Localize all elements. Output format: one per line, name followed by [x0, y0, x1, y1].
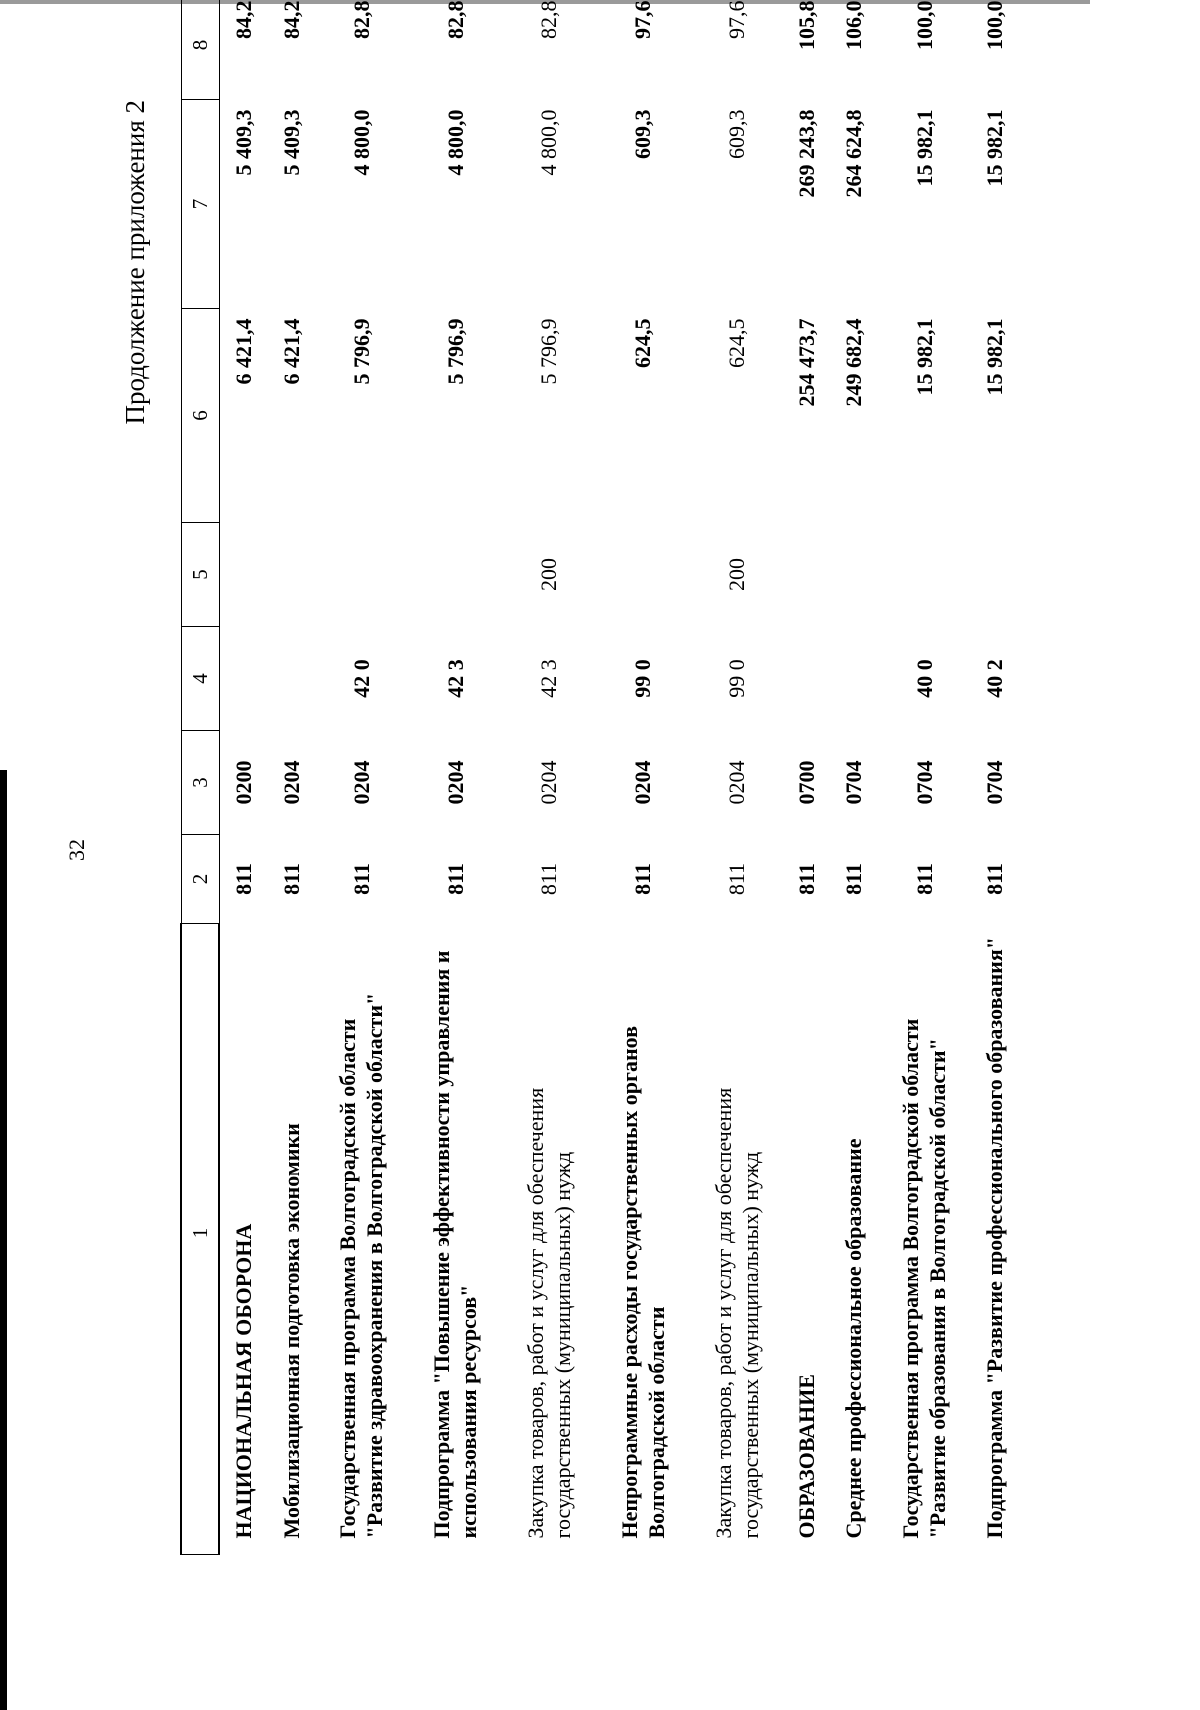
- continuation-label: Продолжение приложения 2: [120, 100, 150, 425]
- cell-col-3: 0704: [911, 760, 937, 805]
- cell-col-4: [268, 627, 315, 731]
- cell-col-8: 105,8: [794, 0, 820, 50]
- cell-col-3: 0204: [442, 760, 468, 805]
- cell-col-3: 0204: [536, 760, 562, 805]
- table-row: [502, 0, 596, 1555]
- cell-col-7: 5 409,3: [231, 109, 257, 176]
- cell-col-6: 254 473,7: [794, 318, 820, 407]
- row-label: Подпрограмма "Развитие профессионального образования": [981, 937, 1007, 1539]
- cell-col-8: 100,0: [981, 0, 1007, 50]
- cell-col-4: [783, 627, 830, 731]
- cell-col-4: 42 3: [442, 659, 468, 698]
- cell-col-6: 624,5: [630, 318, 656, 368]
- cell-col-6: 6 421,4: [278, 318, 304, 385]
- table-row: [690, 0, 784, 1555]
- cell-col-2: 811: [981, 863, 1007, 895]
- row-label: Закупка товаров, работ и услуг для обеспечения государственных (муниципальных) нужд: [522, 1087, 575, 1539]
- table-header-row: [181, 0, 219, 1555]
- cell-col-5: [219, 523, 268, 627]
- cell-col-2: 811: [231, 863, 257, 895]
- cell-col-2: 811: [348, 863, 374, 895]
- cell-col-8: 82,8: [348, 0, 374, 39]
- cell-col-5: 200: [724, 558, 750, 591]
- cell-col-7: 4 800,0: [536, 109, 562, 176]
- cell-col-2: 811: [841, 863, 867, 895]
- table-row: [315, 0, 409, 1555]
- cell-col-3: 0204: [278, 760, 304, 805]
- row-label: ОБРАЗОВАНИЕ: [794, 1374, 820, 1539]
- cell-col-4: 99 0: [724, 659, 750, 698]
- cell-col-6: 5 796,9: [348, 318, 374, 385]
- cell-col-3: 0704: [841, 760, 867, 805]
- header-col-1: 1: [181, 924, 219, 1555]
- table-row: [830, 0, 877, 1555]
- header-col-3: 3: [181, 731, 219, 835]
- cell-col-8: 84,2: [278, 0, 304, 39]
- cell-col-5: [596, 523, 690, 627]
- cell-col-2: 811: [278, 863, 304, 895]
- cell-col-2: 811: [911, 863, 937, 895]
- cell-col-6: 15 982,1: [911, 318, 937, 396]
- header-col-5: 5: [181, 523, 219, 627]
- row-label: Государственная программа Волгоградской области "Развитие здравоохранения в Волгоградской области": [335, 992, 388, 1539]
- cell-col-6: 6 421,4: [231, 318, 257, 385]
- cell-col-8: 82,8: [536, 0, 562, 39]
- cell-col-5: [971, 523, 1018, 627]
- cell-col-4: [219, 627, 268, 731]
- cell-col-3: 0204: [348, 760, 374, 805]
- cell-col-4: 99 0: [630, 659, 656, 698]
- cell-col-2: 811: [442, 863, 468, 895]
- header-col-7: 7: [181, 100, 219, 309]
- cell-col-7: 4 800,0: [442, 109, 468, 176]
- cell-col-5: [877, 523, 971, 627]
- cell-col-8: 82,8: [442, 0, 468, 39]
- cell-col-2: 811: [794, 863, 820, 895]
- cell-col-8: 106,0: [841, 0, 867, 50]
- header-col-6: 6: [181, 309, 219, 523]
- row-label: Непрограммные расходы государственных органов Волгоградской области: [616, 1025, 669, 1539]
- cell-col-3: 0204: [724, 760, 750, 805]
- cell-col-7: 5 409,3: [278, 109, 304, 176]
- cell-col-4: 40 2: [981, 659, 1007, 698]
- cell-col-5: [268, 523, 315, 627]
- cell-col-7: 15 982,1: [981, 109, 1007, 187]
- cell-col-8: 97,6: [724, 0, 750, 39]
- cell-col-5: [830, 523, 877, 627]
- cell-col-7: 609,3: [630, 109, 656, 159]
- cell-col-7: 4 800,0: [348, 109, 374, 176]
- cell-col-6: 249 682,4: [841, 318, 867, 407]
- cell-col-7: 264 624,8: [841, 109, 867, 198]
- cell-col-7: 269 243,8: [794, 109, 820, 198]
- table-row: [971, 0, 1018, 1555]
- cell-col-8: 84,2: [231, 0, 257, 39]
- cell-col-5: [408, 523, 502, 627]
- cell-col-3: 0200: [231, 760, 257, 805]
- header-col-4: 4: [181, 627, 219, 731]
- cell-col-3: 0700: [794, 760, 820, 805]
- cell-col-3: 0704: [981, 760, 1007, 805]
- budget-table: [180, 0, 1018, 1555]
- page-number: 32: [64, 839, 89, 861]
- cell-col-2: 811: [630, 863, 656, 895]
- row-label: Среднее профессиональное образование: [841, 1138, 867, 1539]
- row-label: Мобилизационная подготовка экономики: [278, 1123, 304, 1539]
- cell-col-6: 5 796,9: [442, 318, 468, 385]
- table-row: [877, 0, 971, 1555]
- cell-col-5: [315, 523, 409, 627]
- row-label: НАЦИОНАЛЬНАЯ ОБОРОНА: [231, 1223, 257, 1539]
- cell-col-6: 15 982,1: [981, 318, 1007, 396]
- table-row: [408, 0, 502, 1555]
- cell-col-6: 624,5: [724, 318, 750, 368]
- cell-col-5: 200: [536, 558, 562, 591]
- table-row: [219, 0, 268, 1555]
- row-label: Государственная программа Волгоградской области "Развитие образования в Волгоградской области": [898, 1018, 951, 1539]
- cell-col-8: 97,6: [630, 0, 656, 39]
- cell-col-3: 0204: [630, 760, 656, 805]
- row-label: Подпрограмма "Повышение эффективности управления и использования ресурсов": [429, 950, 482, 1539]
- table-row: [783, 0, 830, 1555]
- header-col-8: 8: [181, 0, 219, 100]
- cell-col-8: 100,0: [911, 0, 937, 50]
- table-row: [268, 0, 315, 1555]
- cell-col-4: 42 3: [536, 659, 562, 698]
- header-col-2: 2: [181, 835, 219, 924]
- cell-col-7: 609,3: [724, 109, 750, 159]
- cell-col-6: 5 796,9: [536, 318, 562, 385]
- cell-col-4: [830, 627, 877, 731]
- cell-col-7: 15 982,1: [911, 109, 937, 187]
- cell-col-2: 811: [724, 862, 750, 896]
- cell-col-4: 40 0: [911, 659, 937, 698]
- table-row: [596, 0, 690, 1555]
- cell-col-5: [783, 523, 830, 627]
- row-label: Закупка товаров, работ и услуг для обеспечения государственных (муниципальных) нужд: [710, 1087, 763, 1539]
- cell-col-2: 811: [536, 862, 562, 896]
- cell-col-4: 42 0: [348, 659, 374, 698]
